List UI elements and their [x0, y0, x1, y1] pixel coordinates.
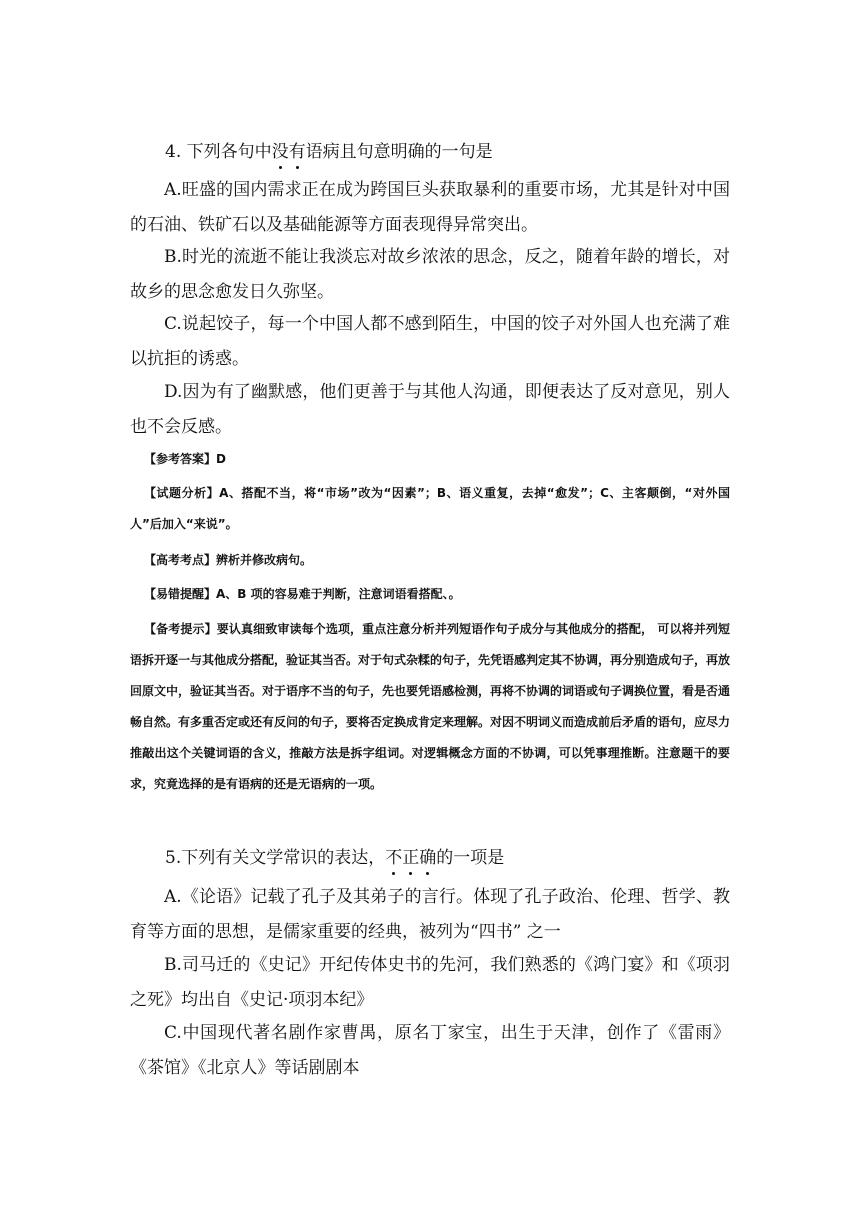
emphasis-dot [392, 872, 395, 875]
question-5-title-suffix: 的一项是 [436, 848, 505, 868]
question-4-title [165, 140, 493, 164]
preparation-tip: 【备考提示】要认真细致审读每个选项，重点注意分析并列短语作句子成分与其他成分的搭配， 可以将并列短语拆开逐一与其他成分搭配，验证其当否。对于句式杂糅的句子，先凭语感判定其不协调，再分别造成句子，再放回原文中，验证其当否。对于语序不当的句子，先也要凭语感检测，再将不协调的词语或句子调换位置，看是否通畅自然。有多重否定或还有反问的句子，要将否定换成肯定来理解。对因不明词义而造成前后矛盾的语句，应尽力推敲出这个关键词语的含义，推敲方法是拆字组词。对逻辑概念方面的不协调，可以凭事理推断。注意题干的要求，究竟选择的是有语病的还是无语病的一项。 [130, 622, 731, 791]
emphasis-char: 不 [385, 848, 402, 868]
question-4-option-a: A.旺盛的国内需求正在成为跨国巨头获取暴利的重要市场，尤其是针对中国的石油、铁矿石以及基础能源等方面表现得异常突出。 [130, 180, 730, 235]
question-4-title-prefix: 4. 下列各句中 [165, 142, 272, 162]
question-5-option-c: C.中国现代著名剧作家曹禺，原名丁家宝，出生于天津，创作了《雷雨》《茶馆》《北京人》等话剧剧本 [130, 1023, 730, 1078]
emphasis-dot [296, 166, 299, 169]
question-5-option-b: B.司马迁的《史记》开纪传体史书的先河，我们熟悉的《鸿门宴》和《项羽之死》均出自《史记·项羽本纪》 [130, 955, 730, 1010]
emphasis-char: 没 [272, 142, 289, 162]
emphasis-dot [426, 872, 429, 875]
reference-answer: 【参考答案】D [144, 452, 226, 466]
emphasis-dot [279, 166, 282, 169]
question-5-title [165, 846, 504, 870]
question-5-title-prefix: 5.下列有关文学常识的表达， [165, 848, 386, 868]
emphasis-char: 确 [419, 848, 436, 868]
emphasis-char: 正 [402, 848, 419, 868]
emphasis-dot [409, 872, 412, 875]
question-4-option-b: B.时光的流逝不能让我淡忘对故乡浓浓的思念，反之，随着年龄的增长，对故乡的思念愈发日久弥坚。 [130, 247, 730, 302]
question-5-option-a: A.《论语》记载了孔子及其弟子的言行。体现了孔子政治、伦理、哲学、教育等方面的思想，是儒家重要的经典，被列为“四书” 之一 [130, 887, 730, 942]
question-4-option-c: C.说起饺子，每一个中国人都不感到陌生，中国的饺子对外国人也充满了难以抗拒的诱惑。 [130, 314, 730, 369]
question-4-title-suffix: 语病且句意明确的一句是 [305, 142, 493, 162]
emphasis-char: 有 [289, 142, 306, 162]
error-tip: 【易错提醒】A、B 项的容易难于判断，注意词语看搭配、。 [144, 587, 461, 601]
question-analysis: 【试题分析】A、搭配不当，将“市场”改为“因素”；B、语义重复，去掉“愈发”；C、主客颠倒，“对外国人”后加入“来说”。 [130, 486, 730, 531]
question-4-option-d: D.因为有了幽默感，他们更善于与其他人沟通，即便表达了反对意见，别人也不会反感。 [130, 382, 730, 437]
exam-point: 【高考考点】辨析并修改病句。 [144, 553, 313, 567]
